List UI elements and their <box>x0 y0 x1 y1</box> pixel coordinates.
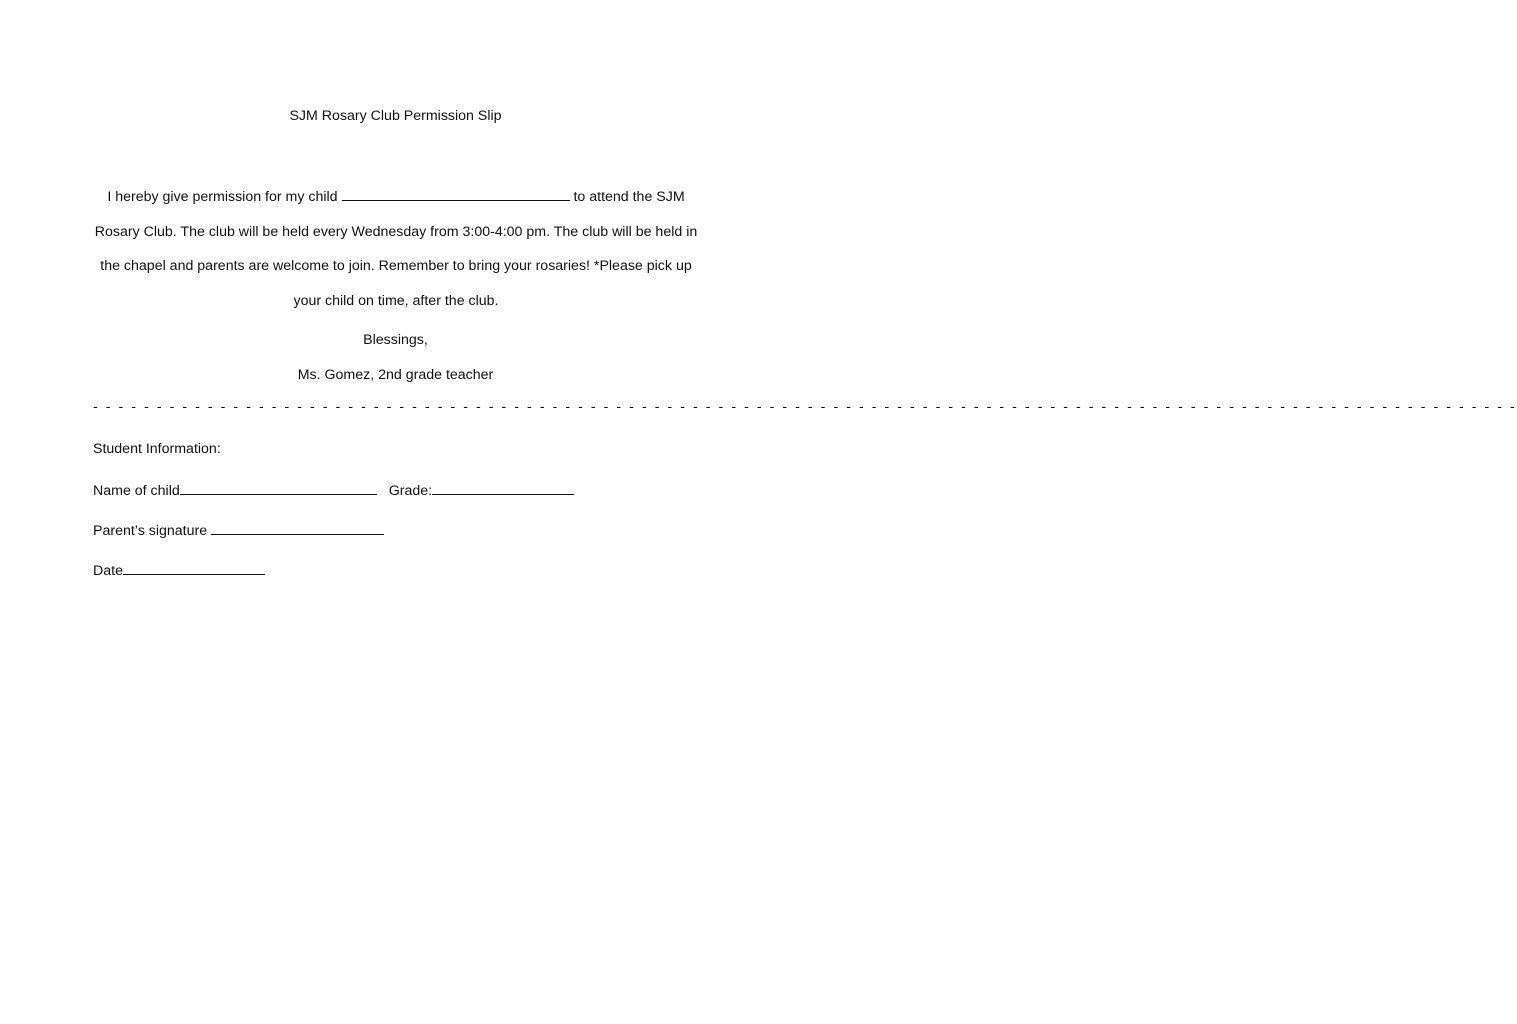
parent-signature-row <box>93 522 384 539</box>
parent-signature-blank[interactable] <box>211 522 384 535</box>
teacher-signoff: Ms. Gomez, 2nd grade teacher <box>297 367 494 383</box>
permission-paragraph <box>86 180 706 318</box>
name-of-child-label: Name of child <box>93 483 180 499</box>
date-blank[interactable] <box>123 562 265 575</box>
name-grade-row <box>93 482 574 499</box>
grade-blank[interactable] <box>432 482 574 495</box>
closing-blessings: Blessings, <box>363 332 428 348</box>
cut-line-divider: - - - - - - - - - - - - - - - - - - - - - - - - - - - - - - - - - - - - - - - - - - - - - - - - - - - - - - - - - - - - - - - - - - - - - - - - - - - - - - - - - - - - - - - - - - - - - - - - - - - - - - - - - - - - - - - - <box>93 399 1517 415</box>
parent-signature-label: Parent’s signature <box>93 523 212 539</box>
document-title: SJM Rosary Club Permission Slip <box>289 108 502 124</box>
grade-label: Grade: <box>388 483 433 499</box>
date-label: Date <box>93 563 123 579</box>
child-name-inline-blank[interactable] <box>342 188 570 201</box>
paragraph-rest-text: to attend the SJM Rosary Club. The club will be held every Wednesday from 3:00-4:00 pm. The club will be held in the chapel and parents are welcome to join. Remember to bring your rosaries! *Please pick up your child on time, after the club. <box>94 189 698 309</box>
date-row <box>93 562 265 579</box>
student-information-heading: Student Information: <box>93 441 221 457</box>
paragraph-lead-text: I hereby give permission for my child <box>107 189 342 205</box>
name-of-child-blank[interactable] <box>180 482 377 495</box>
